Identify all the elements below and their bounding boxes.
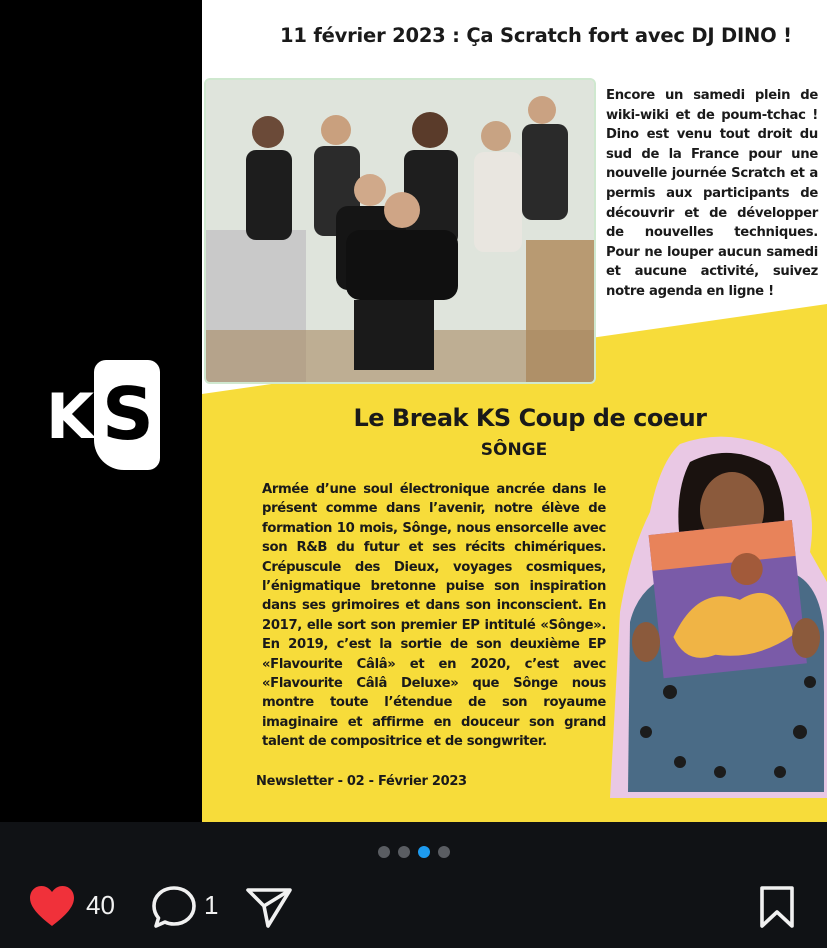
artist-photo xyxy=(610,432,827,798)
newsletter-page xyxy=(202,0,827,822)
logo-letter-k: K xyxy=(46,380,95,453)
comment-icon[interactable] xyxy=(150,884,198,930)
ks-logo xyxy=(46,358,162,470)
break-subtitle: SÔNGE xyxy=(480,440,548,460)
carousel-dot[interactable] xyxy=(378,846,390,858)
share-icon[interactable] xyxy=(244,884,294,930)
newsletter-headline: 11 février 2023 : Ça Scratch fort avec DJ DINO ! xyxy=(280,24,792,47)
carousel-dots xyxy=(378,846,450,858)
bookmark-icon[interactable] xyxy=(758,884,796,930)
left-panel xyxy=(0,0,202,822)
intro-paragraph: Encore un samedi plein de wiki-wiki et de poum-tchac ! Dino est venu tout droit du sud de la France pour une nouvelle journée Scratch et a permis aux participants de découvrir et de développer de nouvelles techniques. Pour ne louper aucun samedi et aucune activité, suivez notre agenda en ligne ! xyxy=(606,88,818,299)
heart-icon[interactable] xyxy=(28,884,76,928)
dj-group-photo xyxy=(204,78,596,384)
carousel-dot-active[interactable] xyxy=(418,846,430,858)
action-row xyxy=(0,880,827,936)
like-count[interactable]: 40 xyxy=(86,890,115,920)
logo-letter-s: S xyxy=(102,372,154,456)
newsletter-footer: Newsletter - 02 - Février 2023 xyxy=(256,774,467,789)
comment-count[interactable]: 1 xyxy=(204,890,219,920)
break-title: Le Break KS Coup de coeur xyxy=(353,404,707,432)
carousel-dot[interactable] xyxy=(438,846,450,858)
carousel-dot[interactable] xyxy=(398,846,410,858)
article-paragraph: Armée d’une soul électronique ancrée dans le présent comme dans l’avenir, notre élève de formation 10 mois, Sônge, nous ensorcelle avec son R&B du futur et ses récits chimériques. Crépuscule des Dieux, voyages cosmiques, l’énigmatique bretonne puise son inspiration dans ses grimoires et dans son inconscient. En 2017, elle sort son premier EP intitulé «Sônge». En 2019, c’est la sortie de son deuxième EP «Flavourite Câlâ» et en 2020, c’est avec «Flavourite Câlâ Deluxe» que Sônge nous montre toute l’étendue de son royaume imaginaire et affirme en douceur son grand talent de compositrice et de songwriter. xyxy=(262,482,606,750)
